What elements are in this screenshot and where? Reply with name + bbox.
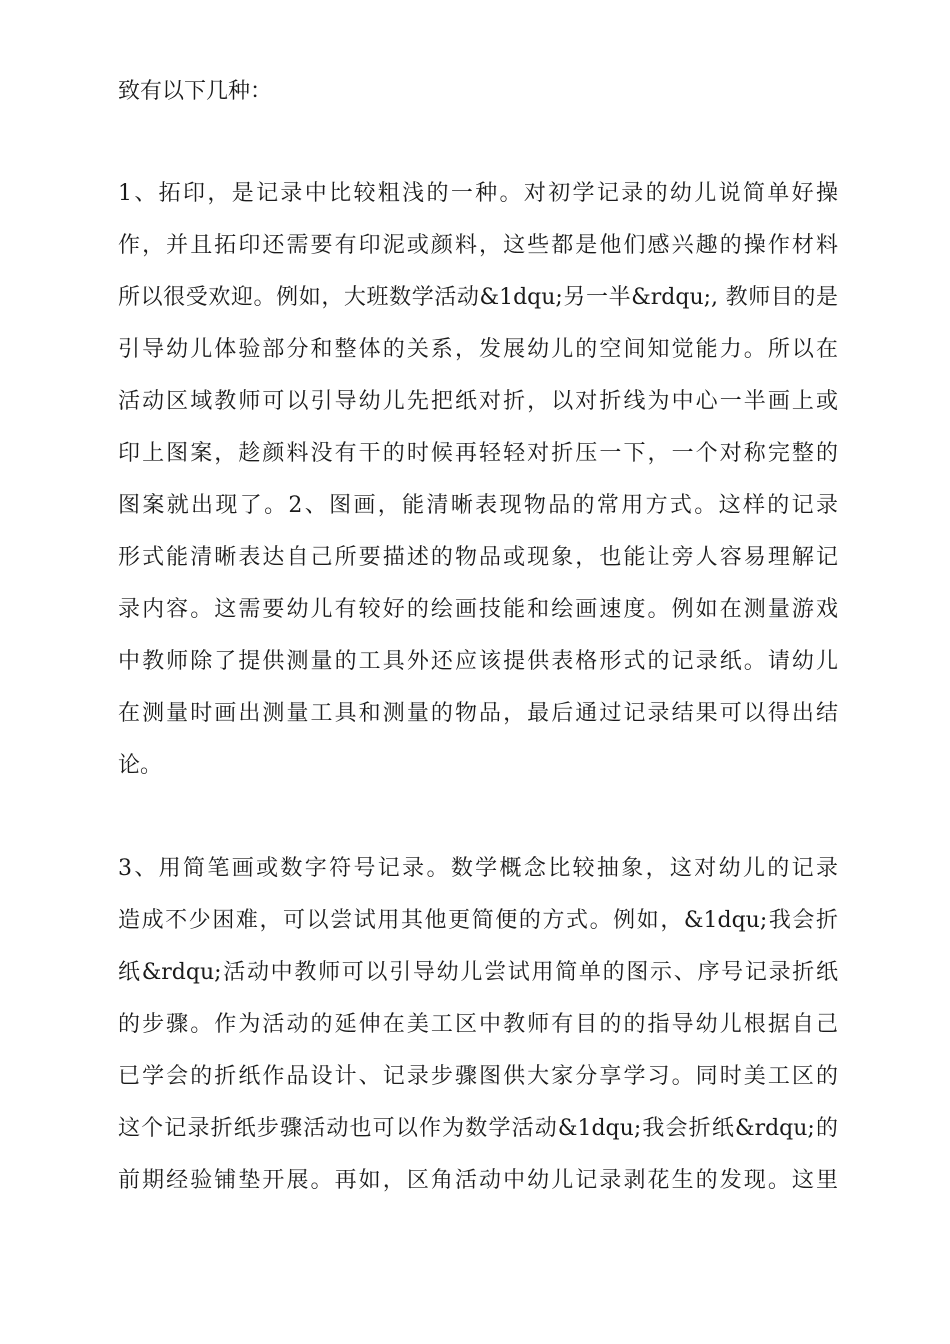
text-line-9: 形式能清晰表达自己所要描述的物品或现象，也能让旁人容易理解记 xyxy=(118,545,838,570)
text-line-5: 引导幼儿体验部分和整体的关系，发展幼儿的空间知觉能力。所以在 xyxy=(118,337,838,362)
text-line-20: 前期经验铺垫开展。再如，区角活动中幼儿记录剥花生的发现。这里 xyxy=(118,1168,838,1193)
text-line-7: 印上图案，趁颜料没有干的时候再轻轻对折压一下，一个对称完整的 xyxy=(118,441,838,466)
text-line-6: 活动区域教师可以引导幼儿先把纸对折，以对折线为中心一半画上或 xyxy=(118,389,838,414)
text-line-19: 这个记录折纸步骤活动也可以作为数学活动&1dqu;我会折纸&rdqu;的 xyxy=(118,1116,838,1141)
text-line-18: 已学会的折纸作品设计、记录步骤图供大家分享学习。同时美工区的 xyxy=(118,1064,838,1089)
text-line-4: 所以很受欢迎。例如，大班数学活动&1dqu;另一半&rdqu;, 教师目的是 xyxy=(118,285,838,310)
text-line-12: 在测量时画出测量工具和测量的物品，最后通过记录结果可以得出结 xyxy=(118,701,838,726)
text-line-16: 纸&rdqu;活动中教师可以引导幼儿尝试用简单的图示、序号记录折纸 xyxy=(118,960,838,985)
text-line-17: 的步骤。作为活动的延伸在美工区中教师有目的的指导幼儿根据自己 xyxy=(118,1012,838,1037)
text-line-2: 1、拓印，是记录中比较粗浅的一种。对初学记录的幼儿说简单好操 xyxy=(118,181,838,206)
text-line-15: 造成不少困难，可以尝试用其他更简便的方式。例如，&1dqu;我会折 xyxy=(118,908,838,933)
text-line-3: 作，并且拓印还需要有印泥或颜料，这些都是他们感兴趣的操作材料 xyxy=(118,233,838,258)
text-line-14: 3、用简笔画或数字符号记录。数学概念比较抽象，这对幼儿的记录 xyxy=(118,856,838,881)
text-line-8: 图案就出现了。2、图画，能清晰表现物品的常用方式。这样的记录 xyxy=(118,493,838,518)
text-line-10: 录内容。这需要幼儿有较好的绘画技能和绘画速度。例如在测量游戏 xyxy=(118,597,838,622)
text-line-13: 论。 xyxy=(118,753,163,778)
text-line-11: 中教师除了提供测量的工具外还应该提供表格形式的记录纸。请幼儿 xyxy=(118,649,838,674)
text-line-1: 致有以下几种： xyxy=(118,79,273,104)
